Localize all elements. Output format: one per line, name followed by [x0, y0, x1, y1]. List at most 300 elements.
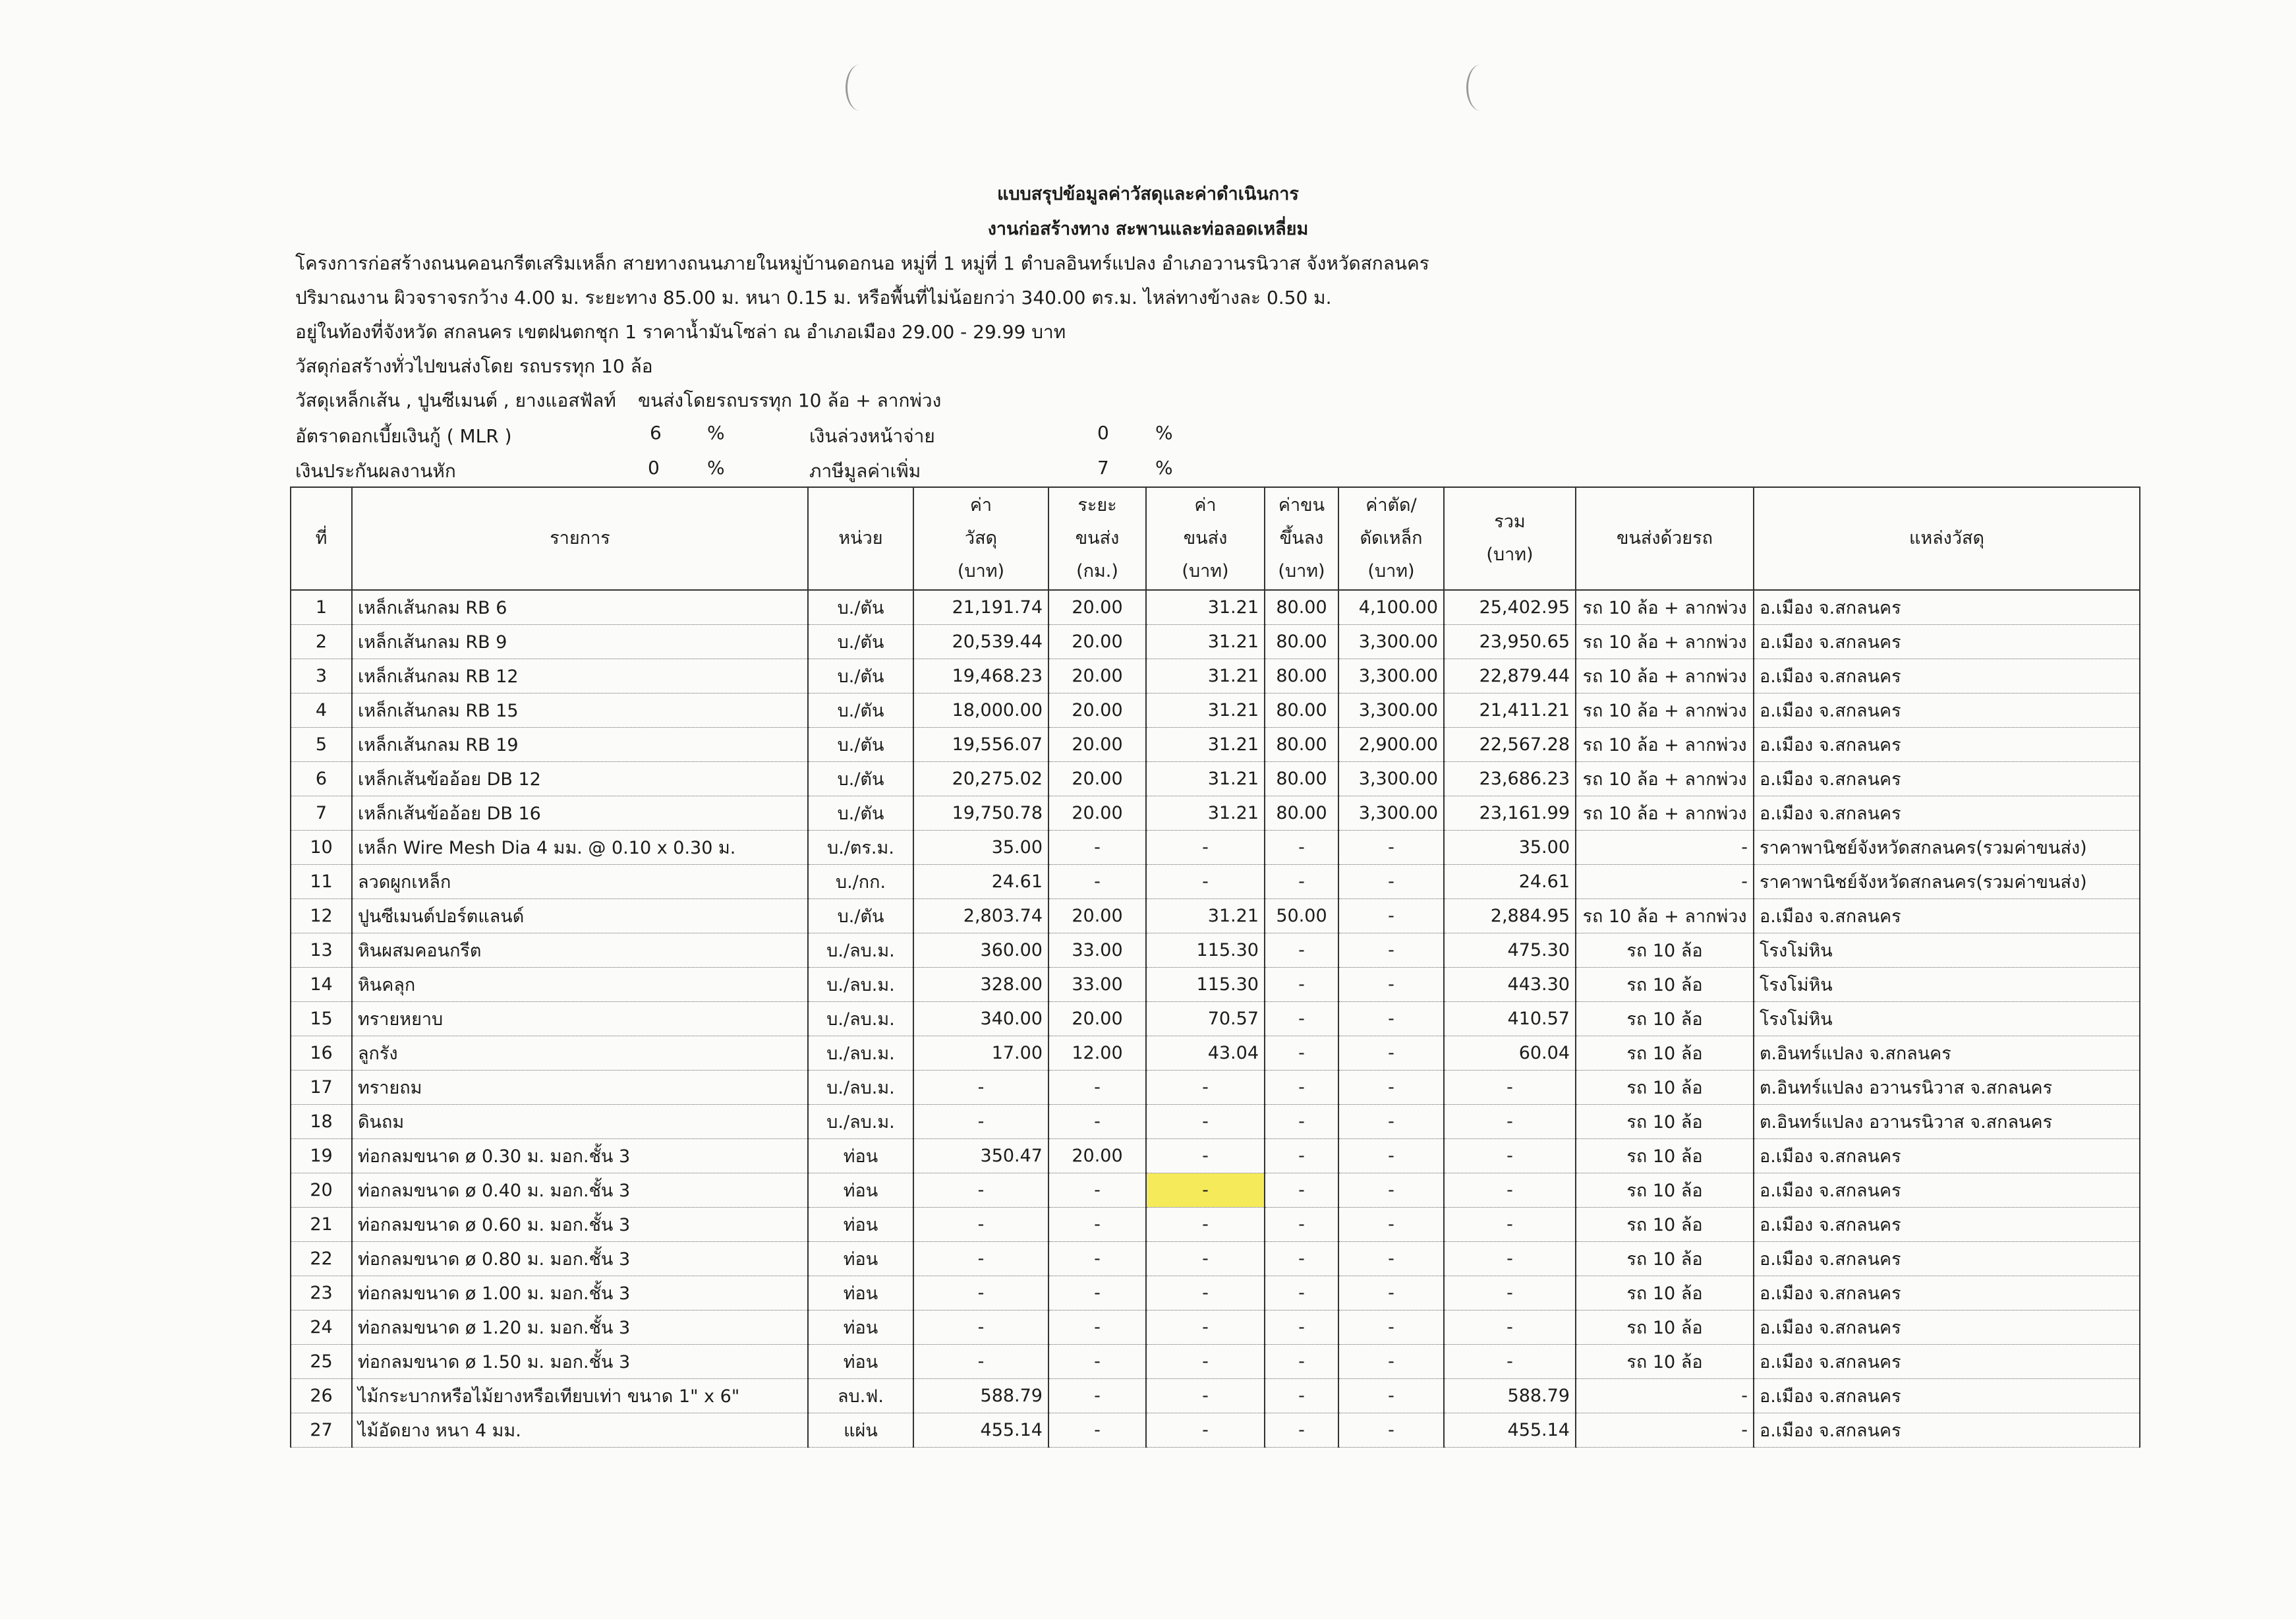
cell-material-cost: -	[913, 1071, 1048, 1105]
cell-no: 20	[291, 1173, 352, 1208]
cell-cutting-cost: -	[1338, 1105, 1444, 1139]
cell-material-cost: -	[913, 1242, 1048, 1276]
cell-source: โรงโม่หิน	[1754, 968, 2140, 1002]
cell-loading-cost: -	[1265, 1105, 1338, 1139]
table-row	[291, 1002, 2140, 1036]
cell-cutting-cost: 2,900.00	[1338, 728, 1444, 762]
cell-distance: 33.00	[1048, 933, 1146, 968]
header-material-cost: ค่า วัสดุ (บาท)	[913, 487, 1048, 590]
table-row	[291, 1242, 2140, 1276]
cell-item: ดินถม	[352, 1105, 808, 1139]
cell-transport-cost: 31.21	[1146, 728, 1265, 762]
cell-source: อ.เมือง จ.สกลนคร	[1754, 1208, 2140, 1242]
cell-transport-cost: -	[1146, 1379, 1265, 1413]
mlr-unit: %	[707, 422, 725, 444]
cell-material-cost: 17.00	[913, 1036, 1048, 1071]
cell-no: 15	[291, 1002, 352, 1036]
cell-cutting-cost: -	[1338, 1139, 1444, 1173]
cell-material-cost: -	[913, 1276, 1048, 1310]
cell-distance: 20.00	[1048, 796, 1146, 831]
cell-item: ท่อกลมขนาด ø 1.00 ม. มอก.ชั้น 3	[352, 1276, 808, 1310]
cell-material-cost: 455.14	[913, 1413, 1048, 1448]
cell-total: 23,950.65	[1444, 625, 1576, 659]
cell-unit: บ./ลบ.ม.	[808, 933, 913, 968]
cell-distance: 20.00	[1048, 762, 1146, 796]
cell-distance: 33.00	[1048, 968, 1146, 1002]
cell-total: -	[1444, 1345, 1576, 1379]
cell-material-cost: 328.00	[913, 968, 1048, 1002]
table-row	[291, 762, 2140, 796]
cell-loading-cost: -	[1265, 1345, 1338, 1379]
table-row	[291, 1139, 2140, 1173]
cell-loading-cost: -	[1265, 865, 1338, 899]
cell-unit: แผ่น	[808, 1413, 913, 1448]
cell-cutting-cost: -	[1338, 933, 1444, 968]
cell-loading-cost: -	[1265, 1413, 1338, 1448]
cell-transport-cost: -	[1146, 1105, 1265, 1139]
vat-value: 7	[1097, 457, 1109, 479]
cell-item: เหล็กเส้นข้ออ้อย DB 16	[352, 796, 808, 831]
cell-total: -	[1444, 1208, 1576, 1242]
cell-transport-cost: -	[1146, 1242, 1265, 1276]
cell-distance: -	[1048, 865, 1146, 899]
cell-no: 13	[291, 933, 352, 968]
cell-total: 455.14	[1444, 1413, 1576, 1448]
cell-transport-cost: -	[1146, 1413, 1265, 1448]
cell-source: อ.เมือง จ.สกลนคร	[1754, 1345, 2140, 1379]
cell-loading-cost: 80.00	[1265, 590, 1338, 625]
header-no: ที่	[291, 487, 352, 590]
cell-source: อ.เมือง จ.สกลนคร	[1754, 1379, 2140, 1413]
table-row	[291, 659, 2140, 693]
cell-unit: บ./ตัน	[808, 625, 913, 659]
cell-item: เหล็ก Wire Mesh Dia 4 มม. @ 0.10 x 0.30 ม.	[352, 831, 808, 865]
cell-item: หินผสมคอนกรีต	[352, 933, 808, 968]
guarantee-label: เงินประกันผลงานหัก	[295, 460, 456, 482]
cell-cutting-cost: 3,300.00	[1338, 625, 1444, 659]
cell-vehicle: รถ 10 ล้อ	[1576, 1242, 1754, 1276]
cell-item: ลวดผูกเหล็ก	[352, 865, 808, 899]
table-row	[291, 831, 2140, 865]
cell-item: เหล็กเส้นกลม RB 12	[352, 659, 808, 693]
cell-transport-cost: 31.21	[1146, 796, 1265, 831]
cell-transport-cost: 31.21	[1146, 899, 1265, 933]
table-row	[291, 693, 2140, 728]
cell-source: อ.เมือง จ.สกลนคร	[1754, 1139, 2140, 1173]
cell-unit: ท่อน	[808, 1345, 913, 1379]
cell-unit: ลบ.ฟ.	[808, 1379, 913, 1413]
cell-material-cost: 35.00	[913, 831, 1048, 865]
cell-cutting-cost: 4,100.00	[1338, 590, 1444, 625]
cell-distance: -	[1048, 1071, 1146, 1105]
cell-transport-cost: -	[1146, 1173, 1265, 1208]
cell-material-cost: 588.79	[913, 1379, 1048, 1413]
cell-item: ท่อกลมขนาด ø 0.40 ม. มอก.ชั้น 3	[352, 1173, 808, 1208]
cell-material-cost: -	[913, 1105, 1048, 1139]
quantity-line: ปริมาณงาน ผิวจราจรกว้าง 4.00 ม. ระยะทาง 85.00 ม. หนา 0.15 ม. หรือพื้นที่ไม่น้อยกว่า 340.00 ตร.ม. ไหล่ทางข้างละ 0.50 ม.	[295, 287, 1332, 309]
header-loading-cost: ค่าขน ขึ้นลง (บาท)	[1265, 487, 1338, 590]
cell-loading-cost: 80.00	[1265, 762, 1338, 796]
cell-total: 25,402.95	[1444, 590, 1576, 625]
cell-material-cost: -	[913, 1310, 1048, 1345]
cell-vehicle: รถ 10 ล้อ	[1576, 968, 1754, 1002]
cell-loading-cost: 80.00	[1265, 625, 1338, 659]
cell-total: -	[1444, 1071, 1576, 1105]
cell-item: ลูกรัง	[352, 1036, 808, 1071]
cell-no: 19	[291, 1139, 352, 1173]
cell-cutting-cost: 3,300.00	[1338, 762, 1444, 796]
cell-material-cost: 20,275.02	[913, 762, 1048, 796]
advance-label: เงินล่วงหน้าจ่าย	[809, 425, 935, 447]
cell-no: 17	[291, 1071, 352, 1105]
cell-unit: บ./ตร.ม.	[808, 831, 913, 865]
table-row	[291, 1413, 2140, 1448]
cell-vehicle: -	[1576, 865, 1754, 899]
cell-source: โรงโม่หิน	[1754, 933, 2140, 968]
cell-total: 22,879.44	[1444, 659, 1576, 693]
table-row	[291, 1379, 2140, 1413]
cell-source: อ.เมือง จ.สกลนคร	[1754, 796, 2140, 831]
cell-vehicle: รถ 10 ล้อ	[1576, 1071, 1754, 1105]
cell-material-cost: -	[913, 1208, 1048, 1242]
cell-distance: -	[1048, 1173, 1146, 1208]
cell-distance: 20.00	[1048, 728, 1146, 762]
cell-no: 23	[291, 1276, 352, 1310]
cell-total: -	[1444, 1173, 1576, 1208]
cell-total: 21,411.21	[1444, 693, 1576, 728]
cell-loading-cost: 80.00	[1265, 728, 1338, 762]
cell-distance: -	[1048, 1310, 1146, 1345]
cell-transport-cost: -	[1146, 1071, 1265, 1105]
cell-loading-cost: 80.00	[1265, 796, 1338, 831]
cell-cutting-cost: -	[1338, 968, 1444, 1002]
cell-total: 443.30	[1444, 968, 1576, 1002]
cell-transport-cost: 31.21	[1146, 659, 1265, 693]
cell-total: -	[1444, 1242, 1576, 1276]
cell-no: 14	[291, 968, 352, 1002]
cell-no: 1	[291, 590, 352, 625]
cell-no: 16	[291, 1036, 352, 1071]
cell-transport-cost: 115.30	[1146, 968, 1265, 1002]
cell-no: 21	[291, 1208, 352, 1242]
table-row	[291, 1310, 2140, 1345]
cell-transport-cost: -	[1146, 1276, 1265, 1310]
cell-distance: -	[1048, 1242, 1146, 1276]
cell-unit: บ./ลบ.ม.	[808, 968, 913, 1002]
cell-no: 3	[291, 659, 352, 693]
cell-distance: -	[1048, 1379, 1146, 1413]
table-row	[291, 1036, 2140, 1071]
cell-loading-cost: -	[1265, 933, 1338, 968]
cell-loading-cost: -	[1265, 1139, 1338, 1173]
cell-distance: 20.00	[1048, 590, 1146, 625]
cell-material-cost: 20,539.44	[913, 625, 1048, 659]
cell-distance: -	[1048, 1413, 1146, 1448]
cell-material-cost: -	[913, 1173, 1048, 1208]
cell-transport-cost: 31.21	[1146, 762, 1265, 796]
punch-hole-right	[1466, 65, 1495, 111]
cell-source: อ.เมือง จ.สกลนคร	[1754, 1310, 2140, 1345]
cell-no: 2	[291, 625, 352, 659]
cell-no: 6	[291, 762, 352, 796]
cell-source: อ.เมือง จ.สกลนคร	[1754, 899, 2140, 933]
table-row	[291, 1208, 2140, 1242]
cell-distance: -	[1048, 1208, 1146, 1242]
cell-unit: บ./ลบ.ม.	[808, 1036, 913, 1071]
cell-loading-cost: -	[1265, 1379, 1338, 1413]
cell-source: อ.เมือง จ.สกลนคร	[1754, 1413, 2140, 1448]
cell-cutting-cost: -	[1338, 1002, 1444, 1036]
cell-transport-cost: 115.30	[1146, 933, 1265, 968]
cell-vehicle: รถ 10 ล้อ	[1576, 1345, 1754, 1379]
cell-unit: บ./กก.	[808, 865, 913, 899]
cell-vehicle: รถ 10 ล้อ + ลากพ่วง	[1576, 625, 1754, 659]
cell-distance: 12.00	[1048, 1036, 1146, 1071]
cell-vehicle: รถ 10 ล้อ	[1576, 933, 1754, 968]
cell-material-cost: -	[913, 1345, 1048, 1379]
cell-transport-cost: -	[1146, 1345, 1265, 1379]
steel-transport-line	[295, 386, 1020, 410]
table-row	[291, 1105, 2140, 1139]
table-row	[291, 865, 2140, 899]
cell-vehicle: -	[1576, 831, 1754, 865]
table-row	[291, 1173, 2140, 1208]
cell-transport-cost: -	[1146, 1139, 1265, 1173]
cell-no: 25	[291, 1345, 352, 1379]
cell-material-cost: 18,000.00	[913, 693, 1048, 728]
header-distance: ระยะ ขนส่ง (กม.)	[1048, 487, 1146, 590]
cell-cutting-cost: -	[1338, 1345, 1444, 1379]
cell-vehicle: รถ 10 ล้อ + ลากพ่วง	[1576, 796, 1754, 831]
cell-cutting-cost: -	[1338, 1276, 1444, 1310]
cell-item: หินคลุก	[352, 968, 808, 1002]
cell-transport-cost: 31.21	[1146, 693, 1265, 728]
cell-loading-cost: -	[1265, 831, 1338, 865]
cell-loading-cost: -	[1265, 1310, 1338, 1345]
location-line: อยู่ในท้องที่จังหวัด สกลนคร เขตฝนตกชุก 1 ราคาน้ำมันโซล่า ณ อำเภอเมือง 29.00 - 29.99 บาท	[295, 321, 1066, 343]
advance-value: 0	[1097, 422, 1109, 444]
cell-vehicle: รถ 10 ล้อ + ลากพ่วง	[1576, 659, 1754, 693]
cell-material-cost: 350.47	[913, 1139, 1048, 1173]
cell-unit: ท่อน	[808, 1276, 913, 1310]
cell-distance: -	[1048, 1105, 1146, 1139]
vat-unit: %	[1155, 457, 1173, 479]
cell-unit: บ./ตัน	[808, 693, 913, 728]
cell-unit: บ./ตัน	[808, 899, 913, 933]
table-row	[291, 968, 2140, 1002]
cell-vehicle: รถ 10 ล้อ	[1576, 1208, 1754, 1242]
cell-loading-cost: 50.00	[1265, 899, 1338, 933]
cell-loading-cost: -	[1265, 1276, 1338, 1310]
cell-cutting-cost: -	[1338, 1208, 1444, 1242]
cell-vehicle: รถ 10 ล้อ	[1576, 1036, 1754, 1071]
header-transport-cost: ค่า ขนส่ง (บาท)	[1146, 487, 1265, 590]
cell-item: เหล็กเส้นกลม RB 6	[352, 590, 808, 625]
cell-unit: ท่อน	[808, 1310, 913, 1345]
table-row	[291, 728, 2140, 762]
cell-cutting-cost: -	[1338, 831, 1444, 865]
cell-no: 24	[291, 1310, 352, 1345]
cell-no: 5	[291, 728, 352, 762]
cell-item: ทรายหยาบ	[352, 1002, 808, 1036]
cell-loading-cost: -	[1265, 1242, 1338, 1276]
cell-source: อ.เมือง จ.สกลนคร	[1754, 1276, 2140, 1310]
cell-vehicle: รถ 10 ล้อ + ลากพ่วง	[1576, 728, 1754, 762]
steel-vehicle-label: ขนส่งโดยรถบรรทุก 10 ล้อ + ลากพ่วง	[638, 390, 942, 411]
cell-vehicle: รถ 10 ล้อ	[1576, 1139, 1754, 1173]
cell-vehicle: -	[1576, 1379, 1754, 1413]
cell-no: 4	[291, 693, 352, 728]
cell-vehicle: รถ 10 ล้อ	[1576, 1310, 1754, 1345]
cell-transport-cost: 43.04	[1146, 1036, 1265, 1071]
table-header-row	[291, 487, 2140, 590]
guarantee-value: 0	[648, 457, 660, 479]
cell-loading-cost: -	[1265, 968, 1338, 1002]
cell-unit: บ./ตัน	[808, 590, 913, 625]
header-unit: หน่วย	[808, 487, 913, 590]
mlr-value: 6	[650, 422, 662, 444]
cell-item: ปูนซีเมนต์ปอร์ตแลนด์	[352, 899, 808, 933]
cell-transport-cost: -	[1146, 831, 1265, 865]
cell-total: 22,567.28	[1444, 728, 1576, 762]
cell-vehicle: รถ 10 ล้อ	[1576, 1002, 1754, 1036]
cell-vehicle: รถ 10 ล้อ	[1576, 1276, 1754, 1310]
punch-hole-left	[846, 65, 874, 111]
cell-total: 60.04	[1444, 1036, 1576, 1071]
cell-item: ไม้อัดยาง หนา 4 มม.	[352, 1413, 808, 1448]
cell-no: 18	[291, 1105, 352, 1139]
cell-distance: 20.00	[1048, 1002, 1146, 1036]
cell-source: อ.เมือง จ.สกลนคร	[1754, 625, 2140, 659]
cell-source: อ.เมือง จ.สกลนคร	[1754, 659, 2140, 693]
cell-source: อ.เมือง จ.สกลนคร	[1754, 693, 2140, 728]
cell-source: อ.เมือง จ.สกลนคร	[1754, 590, 2140, 625]
cell-distance: -	[1048, 1345, 1146, 1379]
cell-source: โรงโม่หิน	[1754, 1002, 2140, 1036]
cell-source: ราคาพานิชย์จังหวัดสกลนคร(รวมค่าขนส่ง)	[1754, 831, 2140, 865]
cell-total: 23,686.23	[1444, 762, 1576, 796]
cell-no: 27	[291, 1413, 352, 1448]
header-cutting-cost: ค่าตัด/ ดัดเหล็ก (บาท)	[1338, 487, 1444, 590]
cell-item: ท่อกลมขนาด ø 0.60 ม. มอก.ชั้น 3	[352, 1208, 808, 1242]
header-item: รายการ	[352, 487, 808, 590]
cell-cutting-cost: -	[1338, 1071, 1444, 1105]
cell-total: -	[1444, 1310, 1576, 1345]
cell-unit: ท่อน	[808, 1139, 913, 1173]
cell-source: ต.อินทร์แปลง จ.สกลนคร	[1754, 1036, 2140, 1071]
cell-cutting-cost: -	[1338, 865, 1444, 899]
table-row	[291, 1071, 2140, 1105]
document-title: แบบสรุปข้อมูลค่าวัสดุและค่าดำเนินการ	[997, 184, 1299, 204]
cell-cutting-cost: -	[1338, 1242, 1444, 1276]
cell-no: 11	[291, 865, 352, 899]
cell-total: 24.61	[1444, 865, 1576, 899]
guarantee-unit: %	[707, 457, 725, 479]
cell-unit: บ./ตัน	[808, 796, 913, 831]
cell-transport-cost: -	[1146, 865, 1265, 899]
cell-loading-cost: -	[1265, 1002, 1338, 1036]
cell-unit: บ./ลบ.ม.	[808, 1002, 913, 1036]
cell-transport-cost: 70.57	[1146, 1002, 1265, 1036]
advance-unit: %	[1155, 422, 1173, 444]
cell-cutting-cost: 3,300.00	[1338, 796, 1444, 831]
cell-cutting-cost: 3,300.00	[1338, 693, 1444, 728]
cell-unit: บ./ลบ.ม.	[808, 1105, 913, 1139]
cell-cutting-cost: -	[1338, 1036, 1444, 1071]
vat-label: ภาษีมูลค่าเพิ่ม	[809, 460, 921, 482]
cell-loading-cost: -	[1265, 1208, 1338, 1242]
cell-item: เหล็กเส้นข้ออ้อย DB 12	[352, 762, 808, 796]
cell-unit: บ./ตัน	[808, 659, 913, 693]
cell-source: อ.เมือง จ.สกลนคร	[1754, 762, 2140, 796]
mlr-label: อัตราดอกเบี้ยเงินกู้ ( MLR )	[295, 425, 512, 447]
cell-total: 588.79	[1444, 1379, 1576, 1413]
table-row	[291, 796, 2140, 831]
cell-item: ท่อกลมขนาด ø 1.50 ม. มอก.ชั้น 3	[352, 1345, 808, 1379]
cell-no: 7	[291, 796, 352, 831]
cell-vehicle: รถ 10 ล้อ	[1576, 1105, 1754, 1139]
transport-line: วัสดุก่อสร้างทั่วไปขนส่งโดย รถบรรทุก 10 ล้อ	[295, 355, 653, 377]
cell-material-cost: 340.00	[913, 1002, 1048, 1036]
cell-material-cost: 21,191.74	[913, 590, 1048, 625]
cell-total: 475.30	[1444, 933, 1576, 968]
guarantee-line	[295, 457, 1218, 481]
cell-loading-cost: -	[1265, 1071, 1338, 1105]
cell-source: ต.อินทร์แปลง อวานรนิวาส จ.สกลนคร	[1754, 1105, 2140, 1139]
cell-item: ไม้กระบากหรือไม้ยางหรือเทียบเท่า ขนาด 1" x 6"	[352, 1379, 808, 1413]
header-vehicle: ขนส่งด้วยรถ	[1576, 487, 1754, 590]
cell-distance: 20.00	[1048, 899, 1146, 933]
mlr-line	[295, 422, 1218, 446]
cell-cutting-cost: -	[1338, 1310, 1444, 1345]
cell-transport-cost: 31.21	[1146, 590, 1265, 625]
cell-item: ท่อกลมขนาด ø 0.80 ม. มอก.ชั้น 3	[352, 1242, 808, 1276]
table-body	[291, 590, 2140, 1448]
cell-cutting-cost: -	[1338, 899, 1444, 933]
cell-total: 2,884.95	[1444, 899, 1576, 933]
cell-vehicle: รถ 10 ล้อ + ลากพ่วง	[1576, 762, 1754, 796]
cell-total: -	[1444, 1276, 1576, 1310]
cell-distance: -	[1048, 1276, 1146, 1310]
cell-vehicle: รถ 10 ล้อ + ลากพ่วง	[1576, 899, 1754, 933]
table-row	[291, 1345, 2140, 1379]
document-subtitle: งานก่อสร้างทาง สะพานและท่อลอดเหลี่ยม	[987, 219, 1309, 239]
cell-transport-cost: -	[1146, 1208, 1265, 1242]
cell-loading-cost: -	[1265, 1036, 1338, 1071]
table-row	[291, 1276, 2140, 1310]
header-total: รวม (บาท)	[1444, 487, 1576, 590]
cell-no: 22	[291, 1242, 352, 1276]
cell-distance: -	[1048, 831, 1146, 865]
cell-vehicle: รถ 10 ล้อ + ลากพ่วง	[1576, 590, 1754, 625]
cell-distance: 20.00	[1048, 693, 1146, 728]
cell-unit: ท่อน	[808, 1242, 913, 1276]
cell-transport-cost: 31.21	[1146, 625, 1265, 659]
table-row	[291, 933, 2140, 968]
cell-material-cost: 19,468.23	[913, 659, 1048, 693]
cell-cutting-cost: 3,300.00	[1338, 659, 1444, 693]
cell-no: 12	[291, 899, 352, 933]
cell-material-cost: 360.00	[913, 933, 1048, 968]
cell-loading-cost: 80.00	[1265, 659, 1338, 693]
cell-transport-cost: -	[1146, 1310, 1265, 1345]
cell-total: 23,161.99	[1444, 796, 1576, 831]
table-row	[291, 590, 2140, 625]
cell-source: อ.เมือง จ.สกลนคร	[1754, 728, 2140, 762]
cell-item: เหล็กเส้นกลม RB 15	[352, 693, 808, 728]
cell-vehicle: รถ 10 ล้อ + ลากพ่วง	[1576, 693, 1754, 728]
project-line: โครงการก่อสร้างถนนคอนกรีตเสริมเหล็ก สายทางถนนภายในหมู่บ้านดอกนอ หมู่ที่ 1 หมู่ที่ 1 ตำบลอินทร์แปลง อำเภอวานรนิวาส จังหวัดสกลนคร	[295, 252, 1429, 274]
